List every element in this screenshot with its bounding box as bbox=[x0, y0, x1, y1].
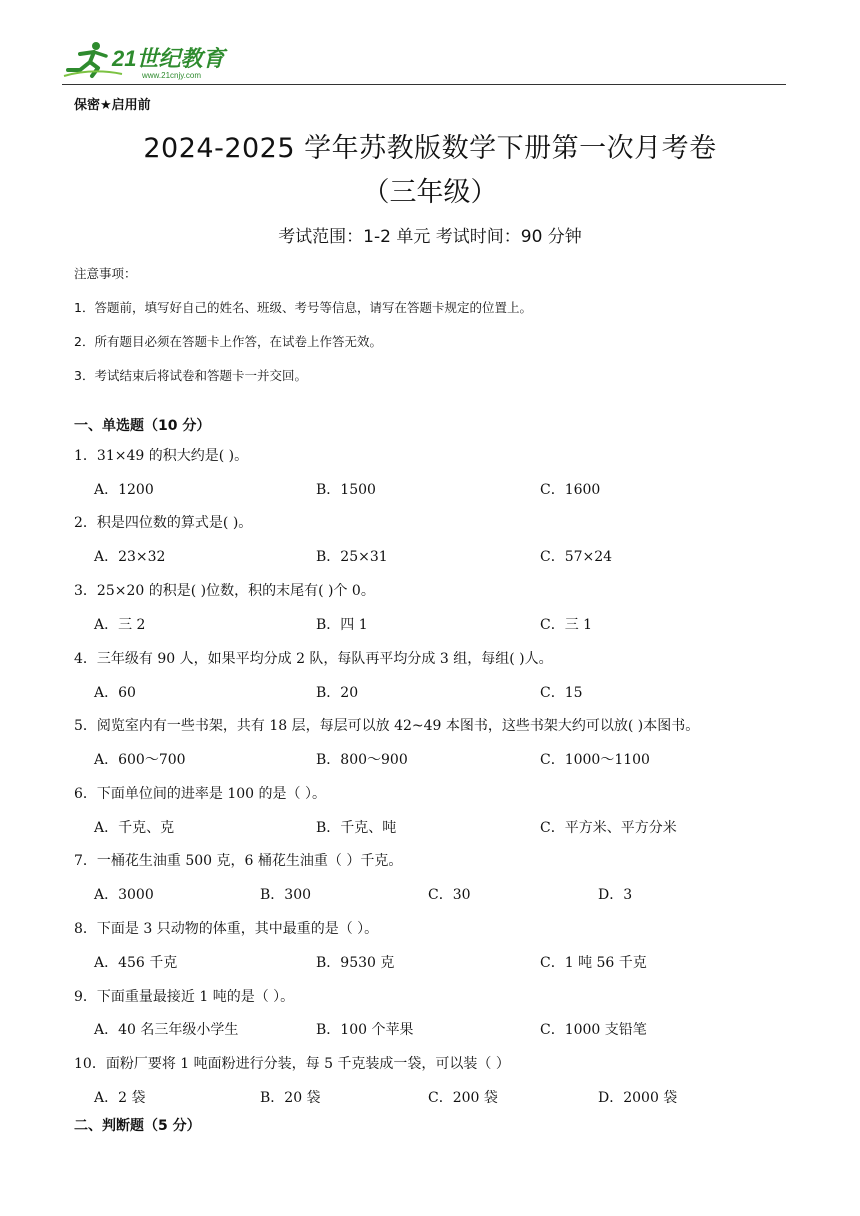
secret-label: 保密★启用前 bbox=[74, 98, 151, 113]
option-a: A．60 bbox=[94, 685, 136, 701]
note-item: 3．考试结束后将试卷和答题卡一并交回。 bbox=[74, 368, 307, 383]
option-a: A．23×32 bbox=[94, 549, 166, 565]
note-item: 2．所有题目必须在答题卡上作答，在试卷上作答无效。 bbox=[74, 334, 382, 349]
option-b: B．25×31 bbox=[316, 549, 388, 565]
question-5: 5．阅览室内有一些书架，共有 18 层，每层可以放 42~49 本图书，这些书架大约可以放( )本图书。 bbox=[74, 718, 700, 734]
section-heading-true-false: 二、判断题（5 分） bbox=[74, 1118, 201, 1134]
grade-label: （三年级） bbox=[362, 177, 498, 208]
option-a: A．1200 bbox=[94, 482, 154, 498]
header-divider bbox=[62, 84, 786, 85]
option-b: B．千克、吨 bbox=[316, 820, 397, 836]
option-c: C．1000 支铅笔 bbox=[540, 1022, 647, 1038]
note-item: 1．答题前，填写好自己的姓名、班级、考号等信息，请写在答题卡规定的位置上。 bbox=[74, 300, 532, 315]
option-b: B．9530 克 bbox=[316, 955, 395, 971]
page-title: 2024-2025 学年苏教版数学下册第一次月考卷 bbox=[143, 133, 717, 164]
notes-heading: 注意事项： bbox=[74, 266, 137, 281]
option-b: B．300 bbox=[260, 887, 312, 903]
logo-text: 21世纪教育 bbox=[112, 46, 225, 71]
option-c: C．200 袋 bbox=[428, 1090, 498, 1106]
question-7: 7．一桶花生油重 500 克，6 桶花生油重（ ）千克。 bbox=[74, 853, 403, 869]
option-c: C．1000～1100 bbox=[540, 752, 650, 768]
option-c: C．1 吨 56 千克 bbox=[540, 955, 647, 971]
question-4: 4．三年级有 90 人，如果平均分成 2 队，每队再平均分成 3 组，每组( )人。 bbox=[74, 651, 553, 667]
question-3: 3．25×20 的积是( )位数，积的末尾有( )个 0。 bbox=[74, 583, 375, 599]
option-b: B．100 个苹果 bbox=[316, 1022, 414, 1038]
logo bbox=[62, 40, 232, 82]
option-a: A．600～700 bbox=[94, 752, 186, 768]
option-a: A．三 2 bbox=[94, 617, 146, 633]
option-d: D．3 bbox=[598, 887, 633, 903]
option-a: A．3000 bbox=[94, 887, 154, 903]
question-1: 1．31×49 的积大约是( )。 bbox=[74, 448, 249, 464]
option-c: C．1600 bbox=[540, 482, 601, 498]
option-b: B．20 bbox=[316, 685, 359, 701]
question-8: 8．下面是 3 只动物的体重，其中最重的是（ ）。 bbox=[74, 921, 379, 937]
question-2: 2．积是四位数的算式是( )。 bbox=[74, 515, 253, 531]
logo-url: www.21cnjy.com bbox=[142, 71, 201, 80]
option-a: A．456 千克 bbox=[94, 955, 178, 971]
option-c: C．30 bbox=[428, 887, 471, 903]
option-b: B．800～900 bbox=[316, 752, 408, 768]
option-a: A．千克、克 bbox=[94, 820, 175, 836]
section-heading-single-choice: 一、单选题（10 分） bbox=[74, 418, 211, 434]
option-d: D．2000 袋 bbox=[598, 1090, 678, 1106]
option-c: C．三 1 bbox=[540, 617, 593, 633]
question-10: 10．面粉厂要将 1 吨面粉进行分装，每 5 千克装成一袋，可以装（ ） bbox=[74, 1056, 510, 1072]
option-a: A．40 名三年级小学生 bbox=[94, 1022, 239, 1038]
exam-info: 考试范围：1-2 单元 考试时间：90 分钟 bbox=[278, 227, 582, 247]
option-c: C．平方米、平方分米 bbox=[540, 820, 677, 836]
option-c: C．57×24 bbox=[540, 549, 613, 565]
option-c: C．15 bbox=[540, 685, 583, 701]
question-9: 9．下面重量最接近 1 吨的是（ ）。 bbox=[74, 989, 295, 1005]
option-b: B．1500 bbox=[316, 482, 376, 498]
question-6: 6．下面单位间的进率是 100 的是（ ）。 bbox=[74, 786, 326, 802]
option-b: B．四 1 bbox=[316, 617, 368, 633]
option-b: B．20 袋 bbox=[260, 1090, 321, 1106]
option-a: A．2 袋 bbox=[94, 1090, 146, 1106]
